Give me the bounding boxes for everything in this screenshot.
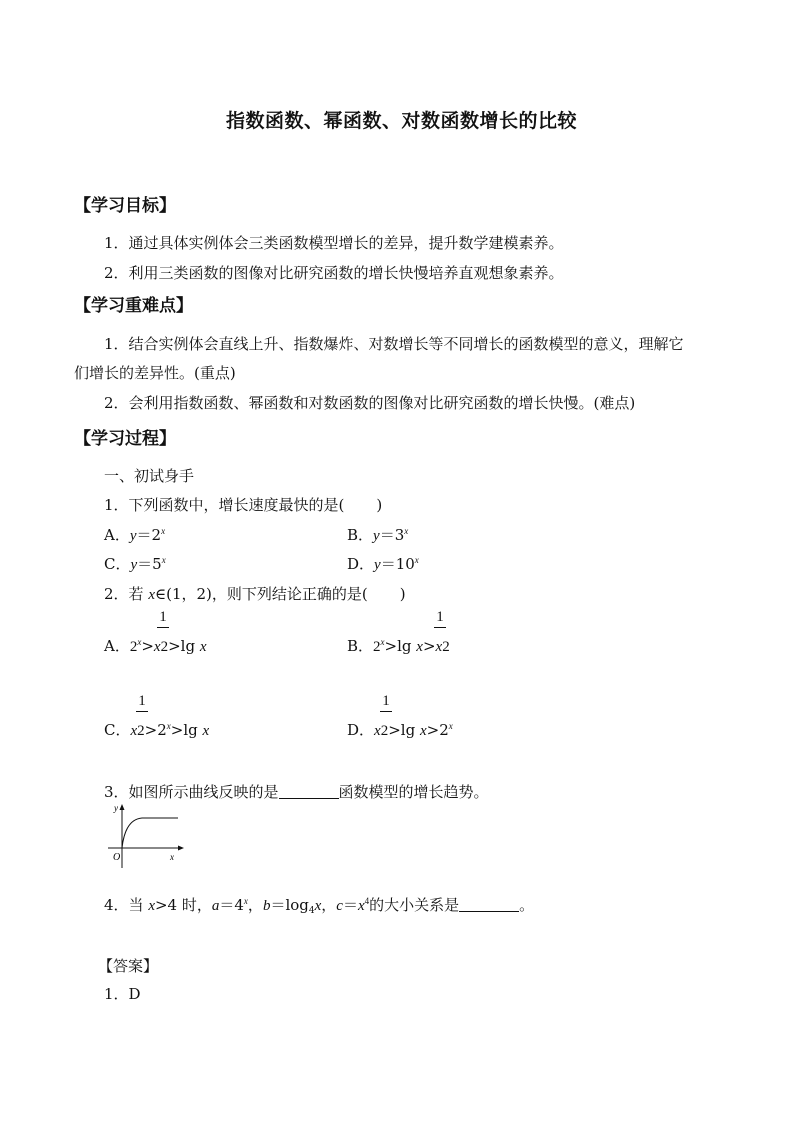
page-title: 指数函数、幂函数、对数函数增长的比较 xyxy=(226,110,578,132)
key-heading: 【学习重难点】 xyxy=(74,296,193,316)
goals-heading: 【学习目标】 xyxy=(74,196,176,216)
q3-stem: 3．如图所示曲线反映的是 函数模型的增长趋势。 xyxy=(104,783,489,801)
q4-stem: 4．当 x>4 时，$a=4^x$，$b=\log_4x$，$c=x^4$的大小关系是 。 xyxy=(104,896,535,916)
q3-curve-graph xyxy=(104,800,184,870)
q1-close: ) xyxy=(376,496,383,514)
answer-1: 1．D xyxy=(104,985,141,1003)
q1-option-a: A．$y=2^x$ xyxy=(104,526,166,544)
q3-axis-y-label: y xyxy=(114,803,118,813)
key-2: 2．会利用指数函数、幂函数和对数函数的图像对比研究函数的增长快慢。(难点) xyxy=(104,394,636,412)
key-1-line-b: 们增长的差异性。(重点) xyxy=(74,364,236,382)
q2-option-c: C．$x2>2^x>\lg$ x xyxy=(104,721,210,739)
goal-1: 1．通过具体实例体会三类函数模型增长的差异，提升数学建模素养。 xyxy=(104,234,564,252)
q2-option-a: A．$2^x>x2>\lg$ x xyxy=(104,637,207,655)
q2d-half-fraction: 1 xyxy=(380,693,392,712)
q2-option-b: B．$2^x>\lg$ x>x2 xyxy=(347,637,450,655)
q1-stem xyxy=(104,494,382,515)
process-heading: 【学习过程】 xyxy=(74,429,176,449)
q2-stem: 2．若 x∈(1，2)，则下列结论正确的是( ) xyxy=(104,585,406,603)
q1-option-d: D．$y=10^x$ xyxy=(347,555,419,573)
q1-option-c: C．$y=5^x$ xyxy=(104,555,166,573)
q1-stem-text: 1．下列函数中，增长速度最快的是( xyxy=(104,496,345,514)
q2-option-d: D．x2>lg $x>2^x$ xyxy=(347,721,453,739)
q2c-half-fraction: 1 xyxy=(136,693,148,712)
q3-origin-label: O xyxy=(113,852,121,863)
key-1-line-a: 1．结合实例体会直线上升、指数爆炸、对数增长等不同增长的函数模型的意义，理解它 xyxy=(104,335,684,353)
part-title: 一、初试身手 xyxy=(104,467,195,485)
q2b-half-fraction: 1 xyxy=(434,609,446,628)
q3-axis-x-label: x xyxy=(170,852,174,862)
answer-heading: 【答案】 xyxy=(98,957,159,975)
q1-option-b: B．$y=3^x$ xyxy=(347,526,409,544)
goal-2: 2．利用三类函数的图像对比研究函数的增长快慢培养直观想象素养。 xyxy=(104,264,564,282)
q2a-half-fraction: 1 xyxy=(157,609,169,628)
